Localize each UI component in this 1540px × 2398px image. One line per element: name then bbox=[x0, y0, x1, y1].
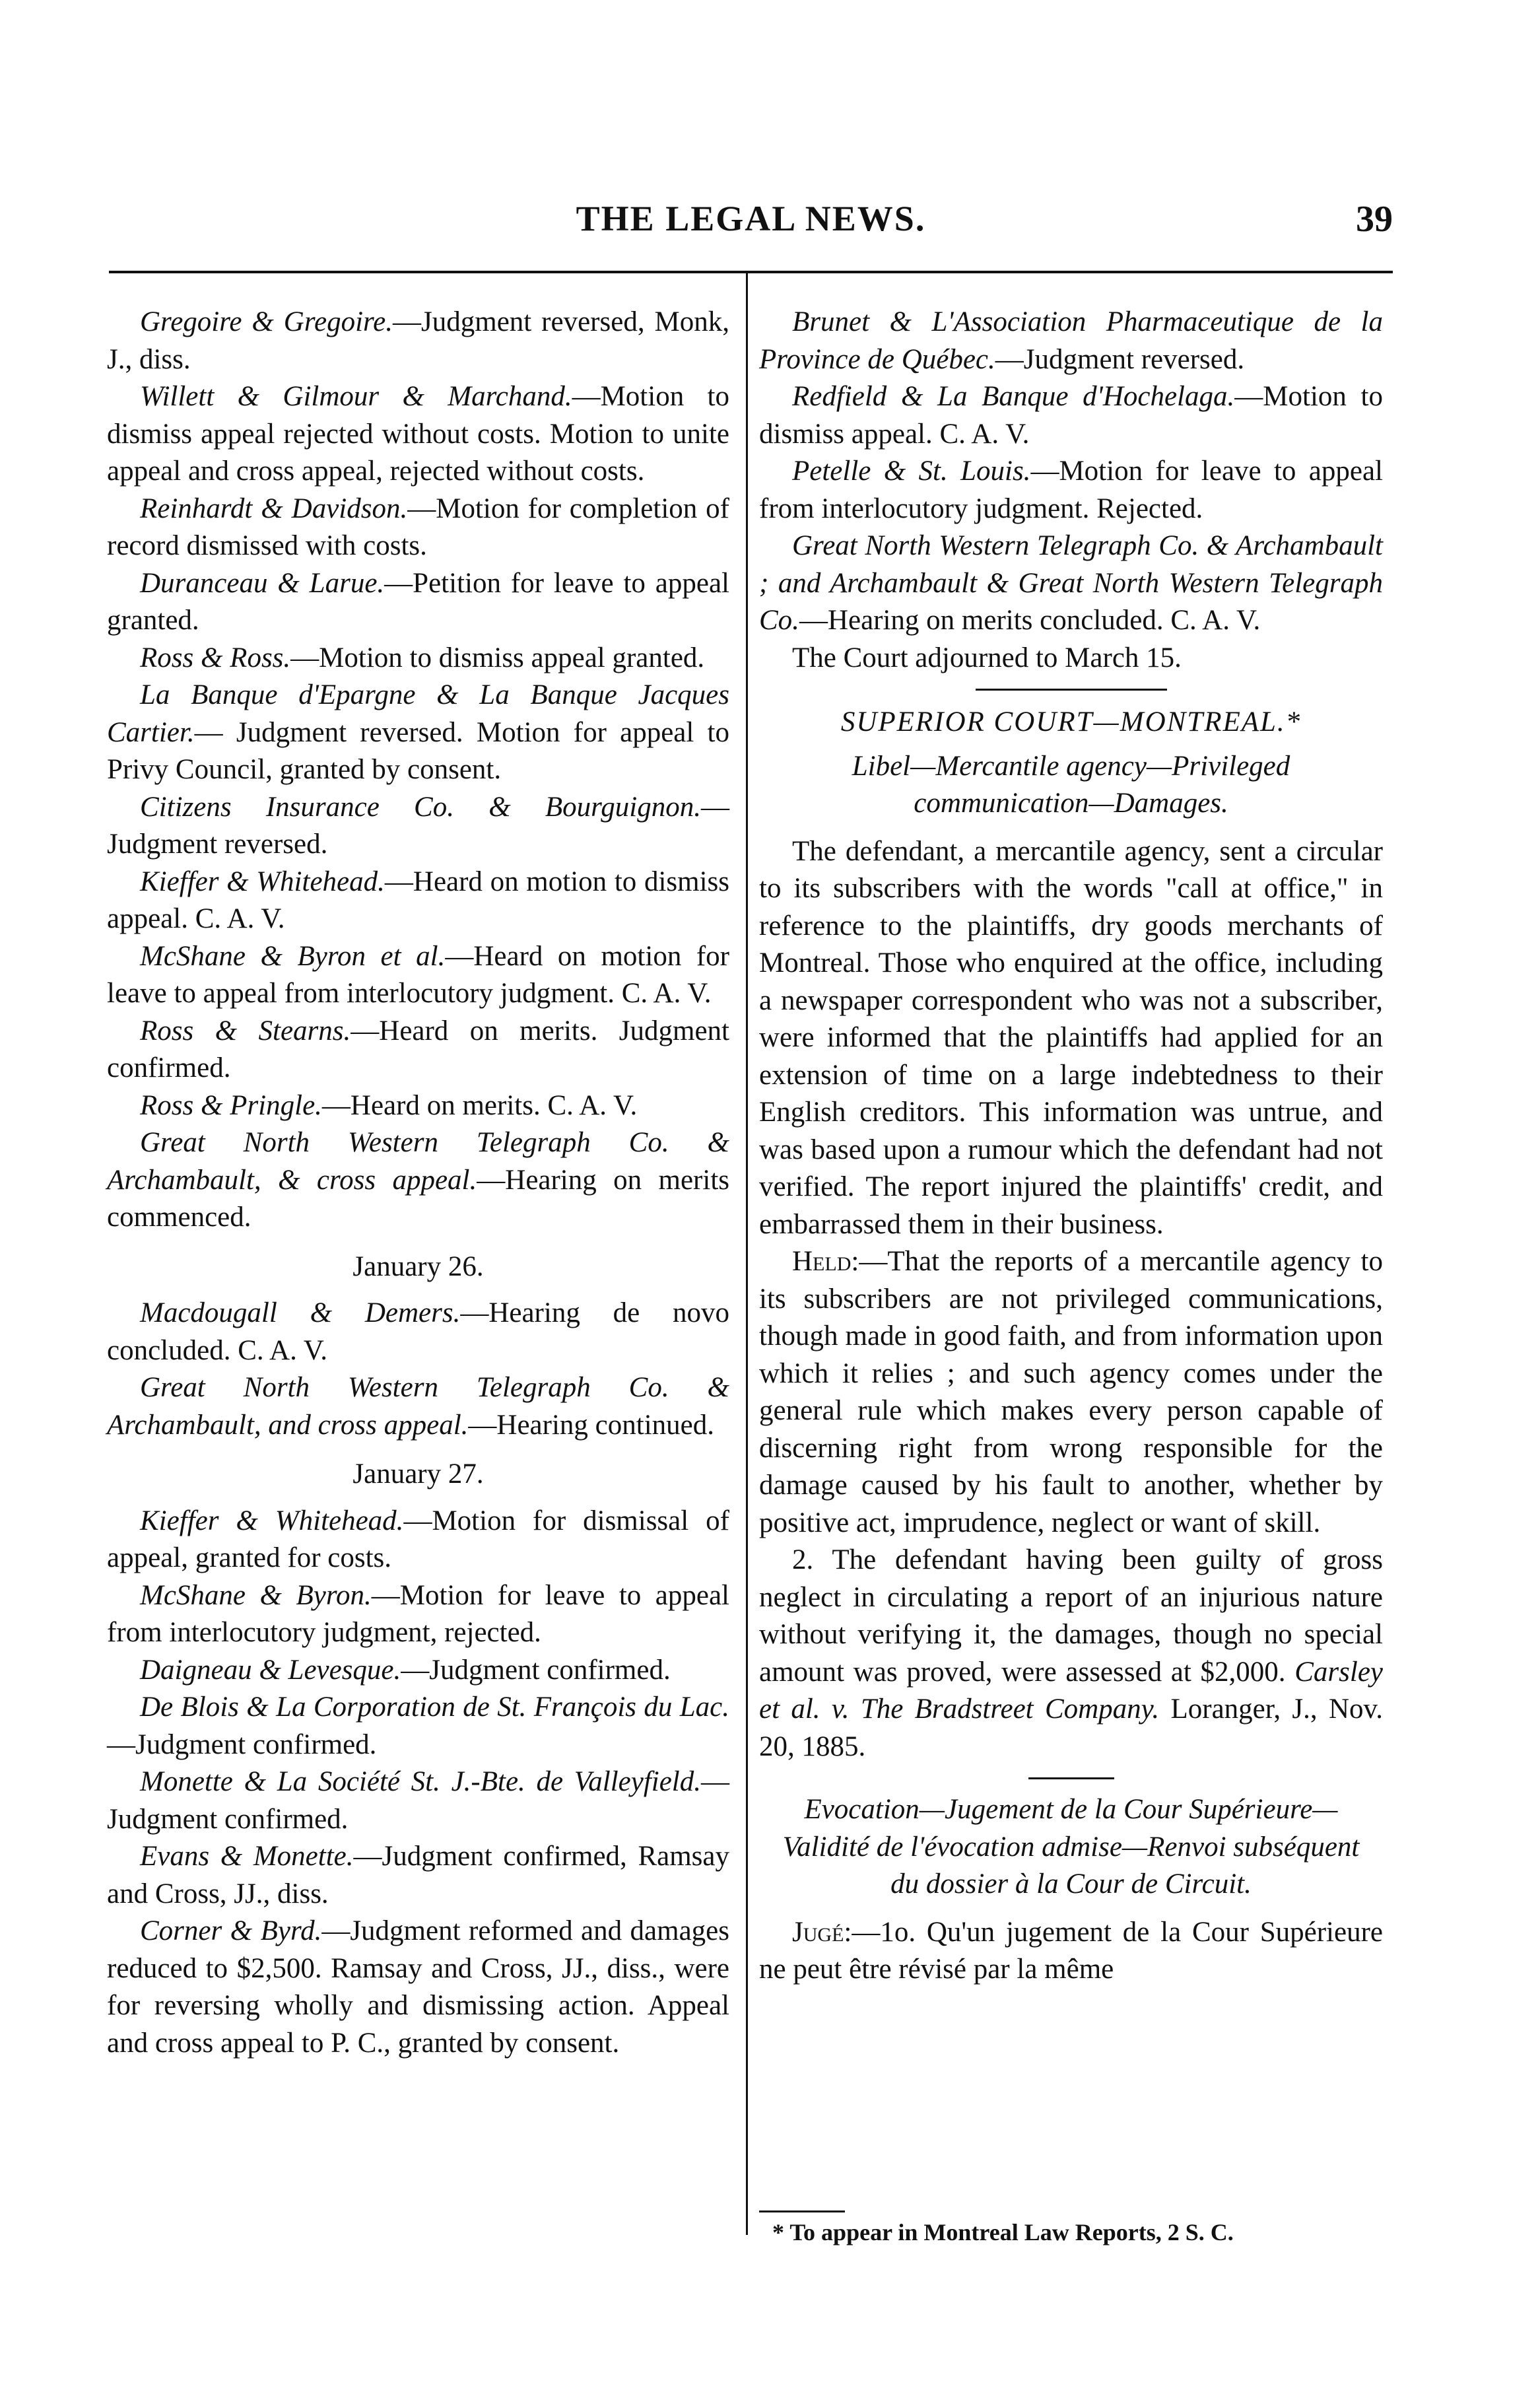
case-name: De Blois & La Corporation de St. François du Lac. bbox=[140, 1692, 729, 1723]
case-name: Great North Western Telegraph Co. & Archambault, and cross appeal. bbox=[107, 1372, 729, 1441]
left-column-entry bbox=[107, 1124, 729, 1237]
jan-27-entry bbox=[107, 1652, 729, 1690]
section-rule bbox=[976, 689, 1167, 691]
case-outcome: —Judgment confirmed. bbox=[107, 1729, 377, 1760]
case-outcome: —Motion to dismiss appeal. C. A. V. bbox=[759, 381, 1384, 450]
left-column bbox=[107, 304, 729, 2062]
case-name: Ross & Stearns. bbox=[140, 1015, 351, 1046]
case-name: Ross & Ross. bbox=[140, 642, 291, 673]
right-column-entry bbox=[759, 378, 1383, 453]
left-column-entry bbox=[107, 491, 729, 565]
page-number: 39 bbox=[1356, 199, 1393, 240]
footnote-rule bbox=[759, 2210, 845, 2212]
case-outcome: —Heard on motion to dismiss appeal. C. A. V. bbox=[107, 866, 730, 934]
left-column-entry bbox=[107, 640, 729, 677]
jan-27-entry bbox=[107, 1764, 729, 1838]
right-column-entry bbox=[759, 304, 1383, 378]
left-column-entry bbox=[107, 378, 729, 491]
right-column-entry bbox=[759, 528, 1383, 640]
jan-26-entry bbox=[107, 1369, 729, 1444]
section-heading: SUPERIOR COURT—MONTREAL.* bbox=[840, 706, 1302, 737]
case-name: Citizens Insurance Co. & Bourguignon. bbox=[140, 791, 701, 823]
case-outcome: —Motion for leave to appeal from interlocutory judgment. Rejected. bbox=[759, 456, 1383, 524]
left-column-entry bbox=[107, 1013, 729, 1087]
case-outcome: —Judgment reversed, Monk, J., diss. bbox=[107, 306, 730, 375]
juge-text: :—1o. Qu'un jugement de la Cour Supérieure ne peut être révisé par la même bbox=[759, 1916, 1383, 1985]
case-outcome: —Motion for leave to appeal from interlocutory judgment, rejected. bbox=[107, 1579, 729, 1648]
jan-27-entry bbox=[107, 1577, 729, 1652]
case-name: Petelle & St. Louis. bbox=[792, 456, 1031, 487]
case-name: Gregoire & Gregoire. bbox=[140, 306, 393, 337]
case-outcome: —Hearing on merits concluded. C. A. V. bbox=[799, 605, 1261, 636]
juge-label: Jugé bbox=[792, 1916, 844, 1948]
case-name: McShane & Byron. bbox=[140, 1579, 372, 1611]
case-name: La Banque d'Epargne & La Banque Jacques Cartier. bbox=[107, 679, 729, 748]
case-outcome: — Judgment reversed. bbox=[107, 791, 729, 860]
case-outcome: —Judgment confirmed, Ramsay and Cross, JJ., diss. bbox=[107, 1841, 729, 1909]
case-outcome: —Hearing on merits commenced. bbox=[107, 1164, 729, 1233]
case-name: Ross & Pringle. bbox=[140, 1089, 322, 1121]
case-outcome: —Motion for dismissal of appeal, granted for costs. bbox=[107, 1505, 729, 1573]
right-column bbox=[759, 304, 1383, 1989]
right-column-entry bbox=[759, 453, 1383, 528]
headnote: Libel—Mercantile agency—Privileged communication—Damages. bbox=[852, 750, 1290, 819]
page-header bbox=[109, 198, 1393, 257]
jan-27-entry bbox=[107, 1689, 729, 1764]
case-outcome: —Motion for completion of record dismissed with costs. bbox=[107, 493, 729, 561]
case-name: Duranceau & Larue. bbox=[140, 567, 385, 599]
jan-27-entry bbox=[107, 1838, 729, 1913]
case-outcome: —Judgment reformed and damages reduced to $2,500. Ramsay and Cross, JJ., diss., were for reversing wholly and dismissing action. Appeal and cross appeal to P. C., granted by consent. bbox=[107, 1915, 729, 2059]
left-column-entry bbox=[107, 565, 729, 640]
column-divider bbox=[746, 271, 748, 2235]
case-outcome: —Petition for leave to appeal granted. bbox=[107, 567, 730, 636]
point-two-paragraph bbox=[759, 1542, 1383, 1765]
case-name: Daigneau & Levesque. bbox=[140, 1654, 401, 1686]
citation-tail: Loranger, J., Nov. 20, 1885. bbox=[759, 1694, 1383, 1762]
case-citation: Carsley et al. v. The Bradstreet Company. bbox=[759, 1656, 1384, 1725]
case-outcome: —Judgment confirmed. bbox=[401, 1654, 671, 1686]
footnote: * To appear in Montreal Law Reports, 2 S. C. bbox=[772, 2219, 1234, 2245]
case-name: Monette & La Société St. J.-Bte. de Valleyfield. bbox=[140, 1766, 701, 1797]
case-name: Kieffer & Whitehead. bbox=[140, 866, 385, 897]
case-name: Evans & Monette. bbox=[140, 1841, 354, 1872]
left-column-entry bbox=[107, 938, 729, 1013]
header-rule bbox=[109, 271, 1393, 273]
date-heading-jan-27: January 27. bbox=[352, 1458, 484, 1490]
court-adjourned-note: The Court adjourned to March 15. bbox=[792, 642, 1182, 673]
left-column-entry bbox=[107, 1087, 729, 1125]
case-outcome: —Heard on motion for leave to appeal from interlocutory judgment. C. A. V. bbox=[107, 940, 730, 1009]
case-outcome: —Hearing de novo concluded. C. A. V. bbox=[107, 1297, 729, 1366]
left-column-entry bbox=[107, 789, 729, 864]
case-name: Brunet & L'Association Pharmaceutique de la Province de Québec. bbox=[759, 306, 1383, 375]
case-name: Macdougall & Demers. bbox=[140, 1297, 461, 1328]
case-outcome: —Motion to dismiss appeal rejected without costs. Motion to unite appeal and cross appeal, rejected without costs. bbox=[107, 381, 729, 487]
case-outcome: —Hearing continued. bbox=[468, 1409, 714, 1441]
case-name: Great North Western Telegraph Co. & Archambault ; and Archambault & Great North Western Telegraph Co. bbox=[759, 530, 1383, 636]
date-heading-jan-26: January 26. bbox=[352, 1250, 484, 1282]
running-title: THE LEGAL NEWS. bbox=[576, 199, 926, 238]
headnote-2: Evocation—Jugement de la Cour Supérieure—Validité de l'évocation admise—Renvoi subséquent du dossier à la Cour de Circuit. bbox=[782, 1794, 1360, 1900]
case-outcome: —Heard on merits. Judgment confirmed. bbox=[107, 1015, 729, 1083]
case-outcome: —Heard on merits. C. A. V. bbox=[321, 1089, 638, 1121]
juge-paragraph bbox=[759, 1914, 1383, 1989]
held-label: Held bbox=[792, 1246, 852, 1277]
case-name: McShane & Byron et al. bbox=[140, 940, 446, 972]
case-facts: The defendant, a mercantile agency, sent a circular to its subscribers with the words "call at office," in reference to the plaintiffs, dry goods merchants of Montreal. Those who enquired at the office, including a newspaper correspondent who was not a subscriber, were informed that the plaintiffs had applied for an extension of time on a large indebtedness to their English creditors. This information was untrue, and was based upon a rumour which the defendant had not verified. The report injured the plaintiffs' credit, and embarrassed them in their business. bbox=[759, 835, 1383, 1240]
jan-26-entry bbox=[107, 1295, 729, 1369]
left-column-entry bbox=[107, 677, 729, 789]
jan-27-entry bbox=[107, 1503, 729, 1577]
left-column-entry bbox=[107, 864, 729, 938]
case-name: Redfield & La Banque d'Hochelaga. bbox=[792, 381, 1235, 412]
left-column-entry bbox=[107, 304, 729, 378]
held-text: :—That the reports of a mercantile agency to its subscribers are not privileged communications, though made in good faith, and from information upon which it relies ; and such agency comes under the general rule which makes every person capable of discerning right from wrong responsible for the damage caused by his fault to another, whether by positive act, imprudence, neglect or want of skill. bbox=[759, 1246, 1383, 1538]
case-name: Kieffer & Whitehead. bbox=[140, 1505, 404, 1536]
jan-27-entry bbox=[107, 1913, 729, 2062]
case-name: Willett & Gilmour & Marchand. bbox=[140, 381, 572, 412]
case-outcome: —Judgment reversed. bbox=[995, 343, 1245, 375]
held-paragraph bbox=[759, 1243, 1383, 1542]
case-name: Great North Western Telegraph Co. & Archambault, & cross appeal. bbox=[107, 1127, 729, 1196]
point-two-text: 2. The defendant having been guilty of gross neglect in circulating a report of an injurious nature without verifying it, the damages, though no special amount was proved, were assessed at $2,000. bbox=[759, 1544, 1383, 1688]
case-name: Corner & Byrd. bbox=[140, 1915, 322, 1946]
case-outcome: — Judgment reversed. Motion for appeal to Privy Council, granted by consent. bbox=[107, 716, 729, 785]
case-outcome: —Motion to dismiss appeal granted. bbox=[290, 642, 705, 673]
case-outcome: —Judgment confirmed. bbox=[107, 1766, 729, 1835]
section-rule-2 bbox=[1028, 1777, 1114, 1779]
case-name: Reinhardt & Davidson. bbox=[140, 493, 408, 524]
